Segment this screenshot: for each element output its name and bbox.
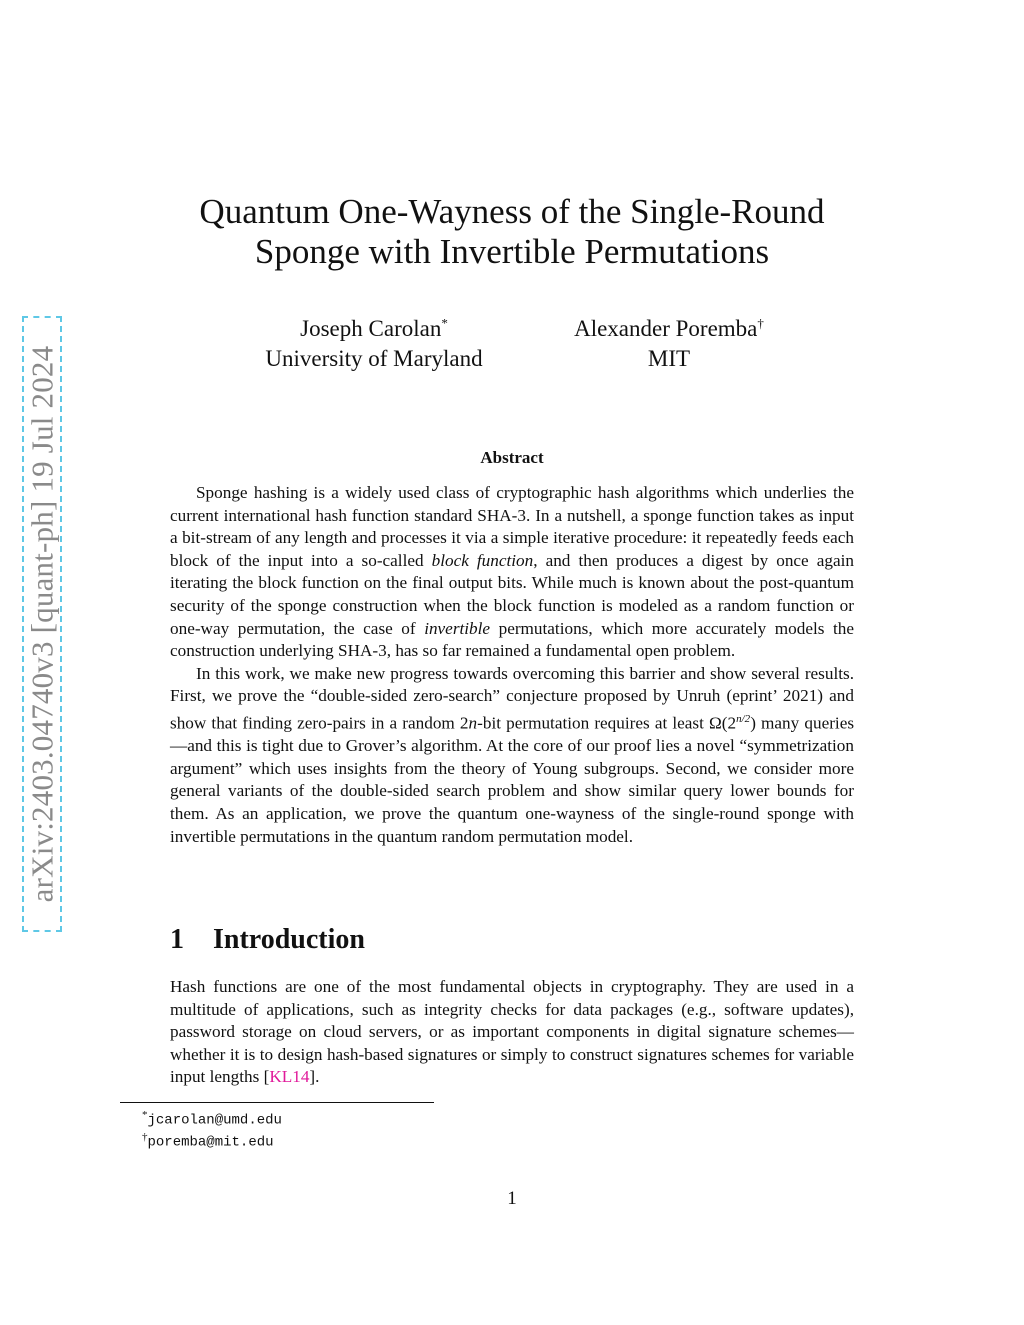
page-number: 1 (507, 1188, 517, 1209)
author-block-2 (548, 314, 790, 374)
citation-link[interactable]: KL14 (269, 1067, 310, 1087)
abstract-paragraph-2: In this work, we make new progress towards overcoming this barrier and show several results. First, we prove the “double-sided zero-search” conjecture proposed by Unruh (eprint’ 2021) and show that finding zero-pairs in a random 2n-bit permutation requires at least $\Omega(2^{n/2})$ many queries—and this is tight due to Grover’s algorithm. At the core of our proof lies a novel “symmetrization argument” which uses insights from the theory of Young subgroups. Second, we consider more general variants of the double-sided search problem and show similar query lower bounds for them. As an application, we prove the quantum one-wayness of the single-round sponge with invertible permutations in the quantum random permutation model. (170, 663, 855, 846)
intro-paragraph: Hash functions are one of the most fundamental objects in cryptography. They are used in a multitude of applications, such as integrity checks for data packages (e.g., software updates), password storage on cloud servers, or as important components in digital signature schemes—whether it is to design hash-based signatures or simply to construct signatures schemes for variable input lengths [KL14]. (170, 977, 854, 1087)
abstract-heading: Abstract (480, 448, 544, 467)
footnote-mark-2: † (142, 1131, 148, 1143)
author-name-1: Joseph Carolan* (300, 315, 448, 341)
footnote-2 (142, 1128, 274, 1152)
footnote-rule (120, 1102, 434, 1103)
author-block-1 (230, 314, 518, 374)
author-affiliation-1: University of Maryland (265, 346, 483, 371)
author-mark-1: * (441, 315, 448, 331)
title-line-2: Sponge with Invertible Permutations (254, 232, 770, 271)
author-name-2: Alexander Poremba† (574, 315, 764, 341)
arxiv-stamp (22, 316, 62, 932)
footnote-email-2[interactable]: poremba@mit.edu (147, 1134, 274, 1151)
title-line-1: Quantum One-Wayness of the Single-Round (199, 192, 825, 231)
section-heading (170, 924, 365, 956)
section-title: Introduction (213, 924, 365, 955)
footnote-1 (142, 1106, 282, 1130)
paper-title (150, 192, 874, 272)
footnote-mark-1: * (142, 1109, 148, 1121)
author-mark-2: † (757, 315, 764, 331)
footnote-email-1[interactable]: jcarolan@umd.edu (147, 1112, 282, 1129)
author-affiliation-2: MIT (647, 346, 691, 371)
introduction-body (170, 976, 854, 1089)
abstract-body (170, 482, 854, 848)
abstract-paragraph-1: Sponge hashing is a widely used class of cryptographic hash algorithms which underlies the current international hash function standard SHA-3. In a nutshell, a sponge function takes as input a bit-stream of any length and processes it via a simple iterative procedure: it repeatedly feeds each block of the input into a so-called block function, and then produces a digest by once again iterating the block function on the final output bits. While much is known about the post-quantum security of the sponge construction when the block function is modeled as a random function or one-way permutation, the case of invertible permutations, which more accurately models the construction underlying SHA-3, has so far remained a fundamental open problem. (170, 483, 854, 661)
section-number: 1 (170, 924, 184, 955)
arxiv-identifier: arXiv:2403.04740v3 [quant-ph] 19 Jul 2024 (24, 345, 60, 903)
